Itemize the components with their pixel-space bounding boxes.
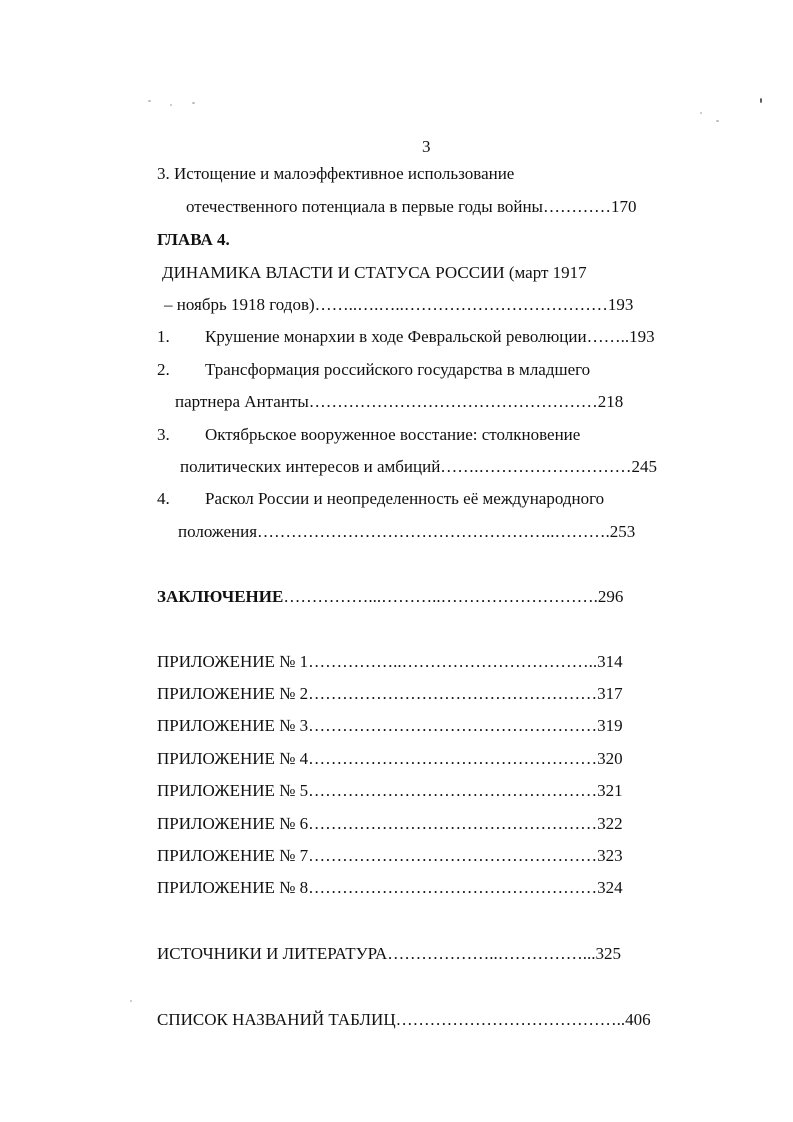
sources-entry: ИСТОЧНИКИ И ЛИТЕРАТУРА………………..……………...325: [157, 944, 621, 963]
section-2-title-line2: партнера Антанты……………………………………………218: [175, 392, 624, 411]
appendix-6: ПРИЛОЖЕНИЕ № 6……………………………………………322: [157, 814, 623, 833]
conclusion-label: ЗАКЛЮЧЕНИЕ: [157, 587, 284, 606]
scan-speck: [716, 120, 719, 122]
chapter-4-label: ГЛАВА 4.: [157, 230, 230, 249]
section-3-title-line2: политических интересов и амбиций…….………………………245: [180, 457, 658, 476]
tables-list-entry: СПИСОК НАЗВАНИЙ ТАБЛИЦ…………………………………..406: [157, 1010, 651, 1029]
section-4-title-line1: Раскол России и неопределенность её международного: [205, 489, 605, 508]
scan-speck: [760, 98, 762, 103]
appendix-3: ПРИЛОЖЕНИЕ № 3……………………………………………319: [157, 716, 623, 735]
appendix-4: ПРИЛОЖЕНИЕ № 4……………………………………………320: [157, 749, 623, 768]
appendix-5: ПРИЛОЖЕНИЕ № 5……………………………………………321: [157, 781, 623, 800]
page-number: 3: [422, 137, 431, 156]
appendix-8: ПРИЛОЖЕНИЕ № 8……………………………………………324: [157, 878, 623, 897]
scan-speck: [148, 100, 151, 102]
scan-speck: [130, 1000, 132, 1002]
section-4-number: 4.: [157, 489, 170, 508]
appendix-2: ПРИЛОЖЕНИЕ № 2……………………………………………317: [157, 684, 623, 703]
section-3-title-line1: Октябрьское вооруженное восстание: столкновение: [205, 425, 581, 444]
toc-item-3-line2: отечественного потенциала в первые годы войны…………170: [186, 197, 637, 216]
section-1-title: Крушение монархии в ходе Февральской революции……..193: [205, 327, 655, 346]
chapter-4-title-line1: ДИНАМИКА ВЛАСТИ И СТАТУСА РОССИИ (март 1917: [162, 263, 587, 282]
scan-speck: [170, 104, 172, 106]
section-3-number: 3.: [157, 425, 170, 444]
section-2-number: 2.: [157, 360, 170, 379]
appendix-7: ПРИЛОЖЕНИЕ № 7……………………………………………323: [157, 846, 623, 865]
scan-speck: [700, 112, 702, 114]
section-2-title-line1: Трансформация российского государства в младшего: [205, 360, 591, 379]
section-4-title-line2: положения……………………………………………..……….253: [178, 522, 636, 541]
scan-speck: [192, 102, 195, 104]
appendix-1: ПРИЛОЖЕНИЕ № 1……………..……………………………..314: [157, 652, 623, 671]
conclusion-entry: [157, 587, 623, 607]
section-1-number: 1.: [157, 327, 170, 346]
conclusion-page: ……………...………..……………………….296: [283, 587, 624, 606]
chapter-4-title-line2: – ноябрь 1918 годов)……..….…..………………………………193: [164, 295, 634, 314]
toc-item-3-line1: 3. Истощение и малоэффективное использование: [157, 164, 515, 183]
